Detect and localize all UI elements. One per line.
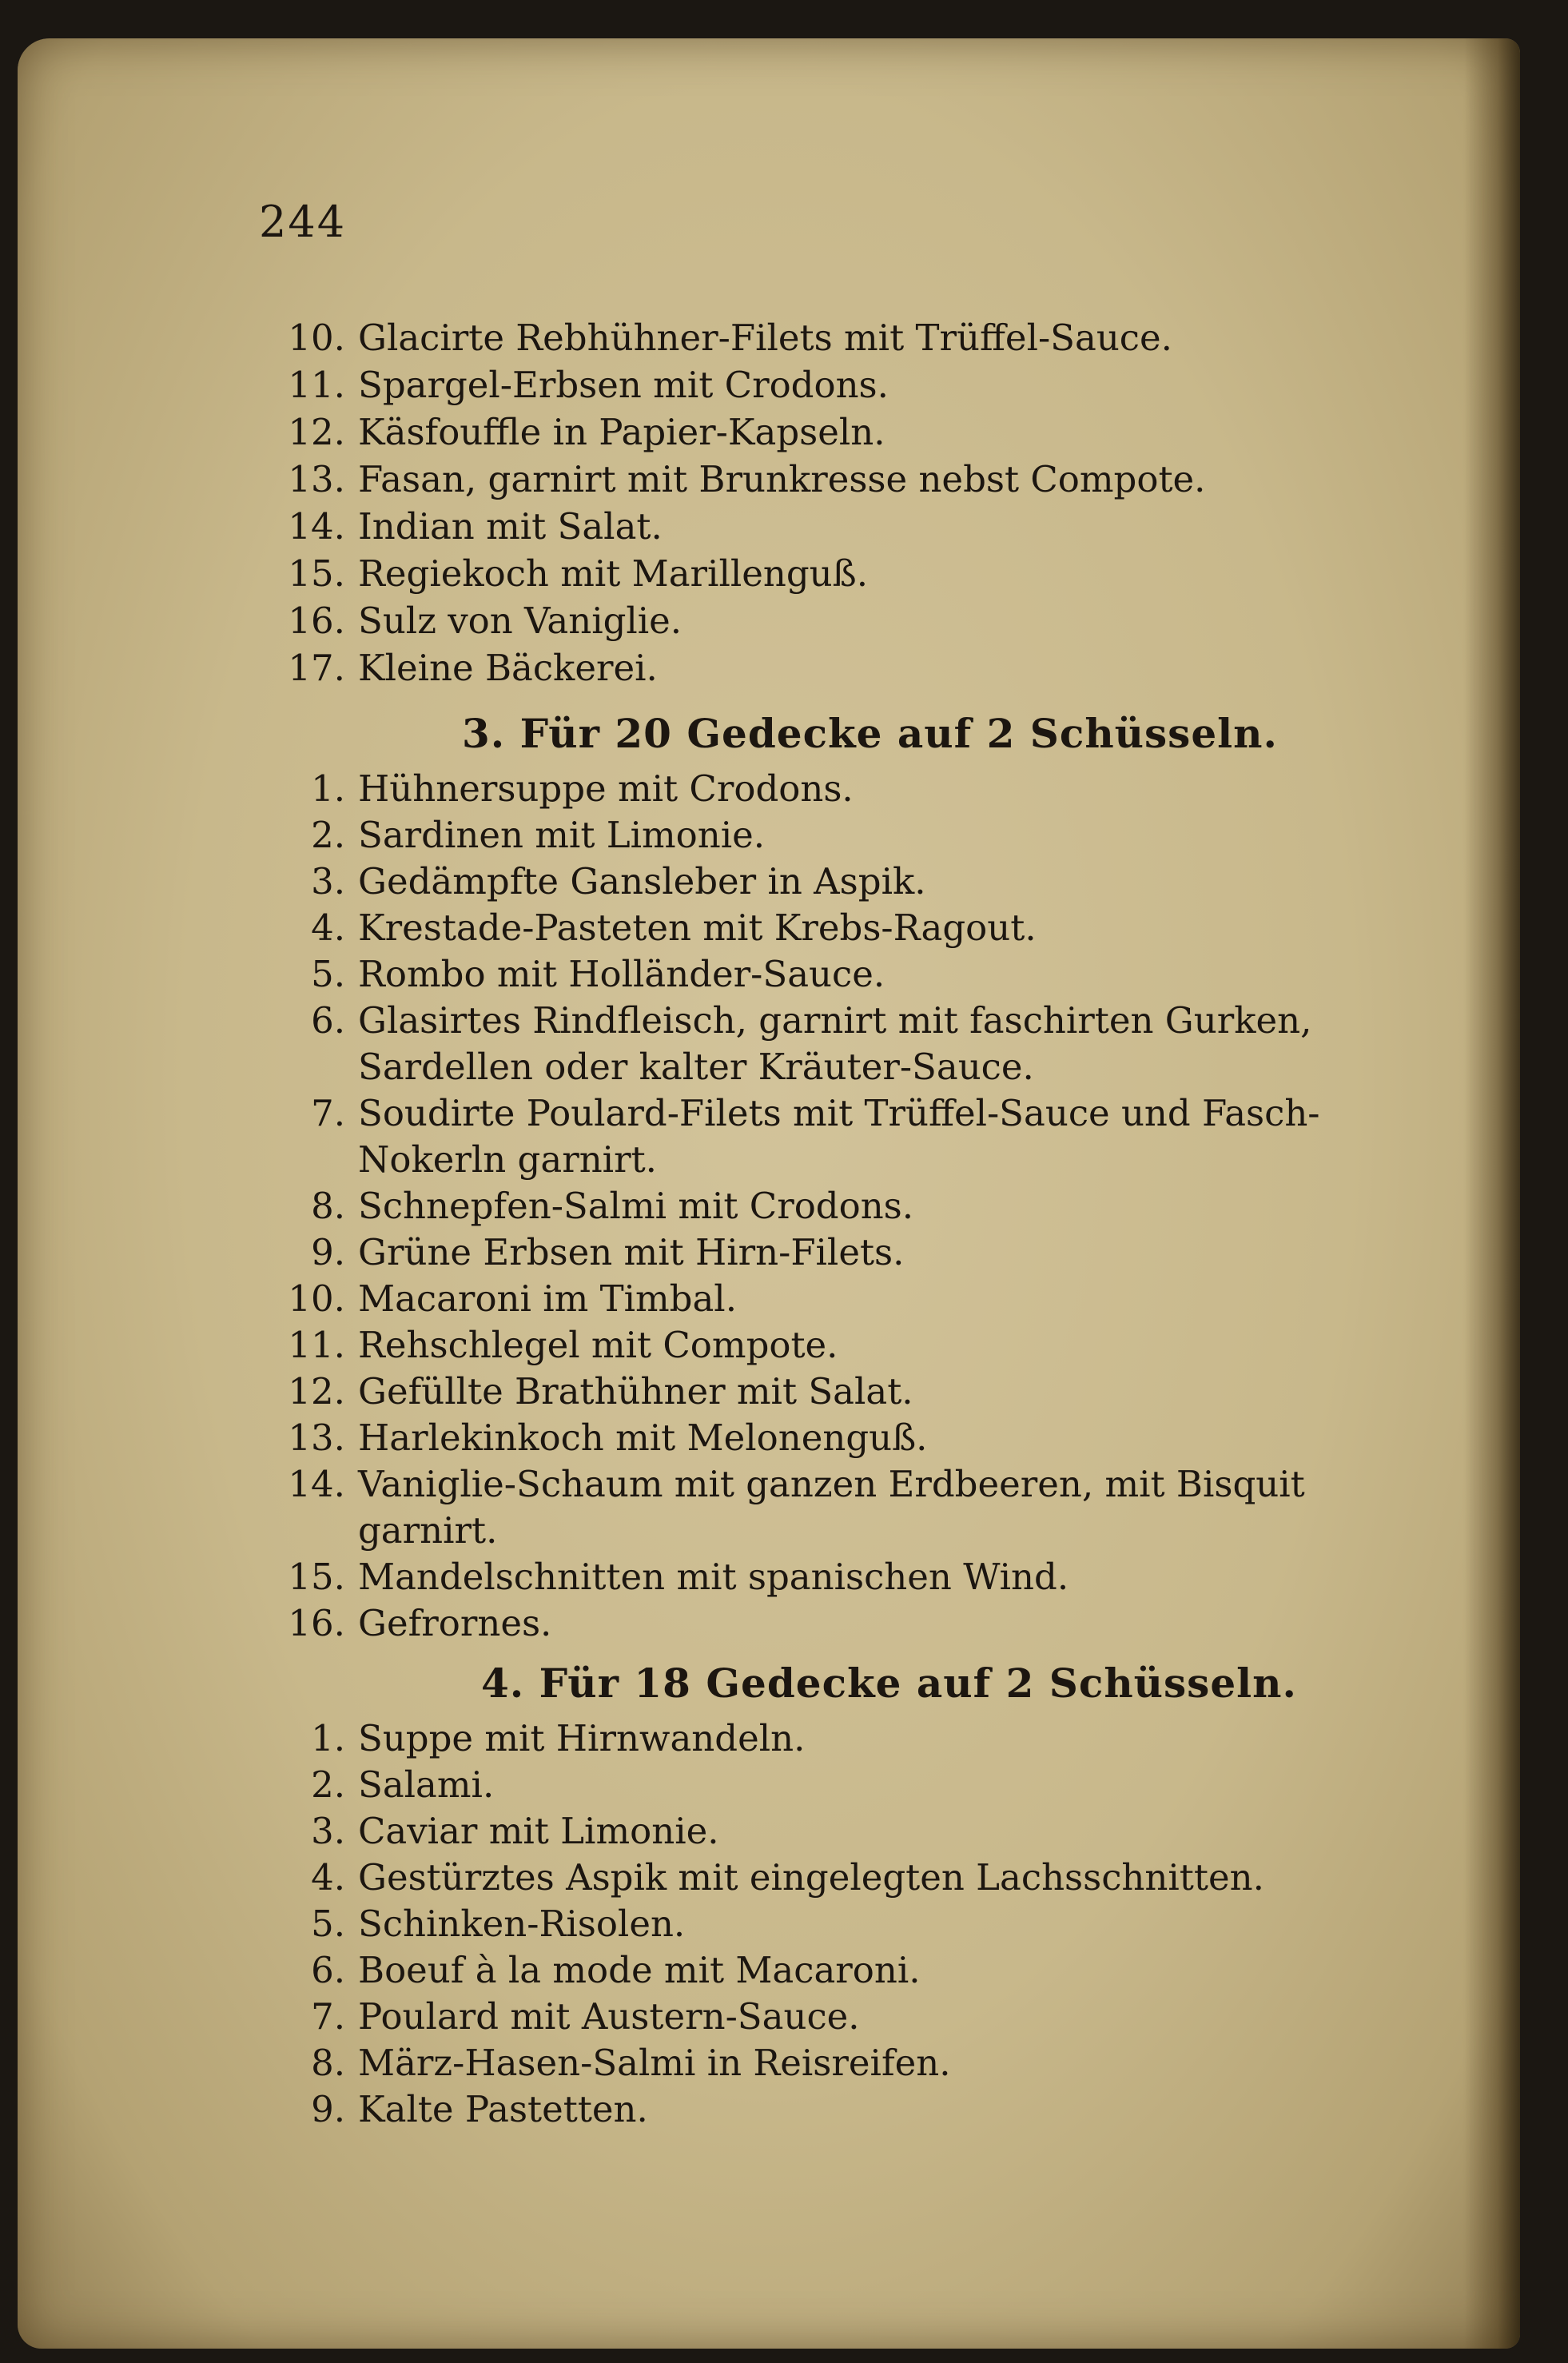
item-text: Regiekoch mit Marillenguß. (358, 552, 868, 595)
item-number: 11. (288, 1324, 345, 1366)
section-heading: 3. Für 20 Gedecke auf 2 Schüsseln. (462, 710, 1278, 757)
item-text: Salami. (358, 1763, 495, 1806)
item-number: 9. (311, 2088, 345, 2130)
item-number: 16. (288, 600, 345, 642)
item-text: Poulard mit Austern-Sauce. (358, 1995, 860, 2038)
item-text: Schinken-Risolen. (358, 1903, 686, 1945)
item-number: 14. (288, 1463, 345, 1505)
item-text: Käsfouffle in Papier-Kapseln. (358, 411, 885, 453)
item-text: Glacirte Rebhühner-Filets mit Trüffel-Sauce. (358, 317, 1172, 359)
item-text: Sulz von Vaniglie. (358, 600, 683, 642)
item-number: 16. (288, 1602, 345, 1644)
item-text: Glasirtes Rindfleisch, garnirt mit faschirten Gurken, (358, 999, 1312, 1042)
section-heading: 4. Für 18 Gedecke auf 2 Schüsseln. (481, 1660, 1297, 1707)
item-text: Fasan, garnirt mit Brunkresse nebst Compote. (358, 458, 1206, 500)
item-text: Gestürztes Aspik mit eingelegten Lachsschnitten. (358, 1856, 1264, 1899)
item-number: 17. (288, 647, 345, 689)
item-text: Rehschlegel mit Compote. (358, 1324, 838, 1366)
item-text: Gedämpfte Gansleber in Aspik. (358, 860, 926, 903)
item-text: März-Hasen-Salmi in Reisreifen. (358, 2042, 951, 2084)
item-number: 5. (311, 1903, 345, 1945)
item-text: Sardellen oder kalter Kräuter-Sauce. (358, 1046, 1034, 1088)
item-text: Kleine Bäckerei. (358, 647, 658, 689)
item-number: 8. (311, 1185, 345, 1227)
item-number: 4. (311, 1856, 345, 1899)
item-number: 12. (288, 411, 345, 453)
item-text: Indian mit Salat. (358, 505, 663, 548)
item-number: 3. (311, 1810, 345, 1852)
item-number: 13. (288, 1417, 345, 1459)
item-number: 3. (311, 860, 345, 903)
item-text: Caviar mit Limonie. (358, 1810, 719, 1852)
page-number: 244 (259, 197, 347, 247)
item-text: Macaroni im Timbal. (358, 1277, 737, 1320)
item-number: 1. (311, 767, 345, 810)
item-number: 5. (311, 953, 345, 995)
item-text: Grüne Erbsen mit Hirn-Filets. (358, 1231, 905, 1273)
item-number: 10. (288, 317, 345, 359)
item-number: 15. (288, 552, 345, 595)
item-number: 6. (311, 999, 345, 1042)
book-page (18, 38, 1520, 2349)
item-number: 10. (288, 1277, 345, 1320)
item-text: Mandelschnitten mit spanischen Wind. (358, 1556, 1069, 1598)
item-number: 2. (311, 1763, 345, 1806)
item-text: Boeuf à la mode mit Macaroni. (358, 1949, 921, 1991)
item-text: Suppe mit Hirnwandeln. (358, 1717, 806, 1759)
item-text: Harlekinkoch mit Melonenguß. (358, 1417, 928, 1459)
item-number: 8. (311, 2042, 345, 2084)
item-text: Gefrornes. (358, 1602, 552, 1644)
item-number: 14. (288, 505, 345, 548)
item-text: Hühnersuppe mit Crodons. (358, 767, 854, 810)
item-text: Krestade-Pasteten mit Krebs-Ragout. (358, 907, 1037, 949)
item-text: Kalte Pastetten. (358, 2088, 648, 2130)
item-text: Sardinen mit Limonie. (358, 814, 766, 856)
item-text: Soudirte Poulard-Filets mit Trüffel-Sauce und Fasch- (358, 1092, 1320, 1134)
item-text: Spargel-Erbsen mit Crodons. (358, 364, 889, 406)
item-number: 9. (311, 1231, 345, 1273)
item-number: 7. (311, 1995, 345, 2038)
item-number: 7. (311, 1092, 345, 1134)
item-number: 11. (288, 364, 345, 406)
item-number: 4. (311, 907, 345, 949)
item-text: Schnepfen-Salmi mit Crodons. (358, 1185, 914, 1227)
item-text: Vaniglie-Schaum mit ganzen Erdbeeren, mit Bisquit (358, 1463, 1305, 1505)
item-text: Nokerln garnirt. (358, 1138, 657, 1181)
item-text: Rombo mit Holländer-Sauce. (358, 953, 885, 995)
item-number: 1. (311, 1717, 345, 1759)
item-text: garnirt. (358, 1509, 498, 1552)
item-number: 6. (311, 1949, 345, 1991)
item-number: 13. (288, 458, 345, 500)
item-number: 12. (288, 1370, 345, 1413)
page-spine-shadow (1464, 38, 1520, 2349)
item-number: 15. (288, 1556, 345, 1598)
item-text: Gefüllte Brathühner mit Salat. (358, 1370, 913, 1413)
item-number: 2. (311, 814, 345, 856)
